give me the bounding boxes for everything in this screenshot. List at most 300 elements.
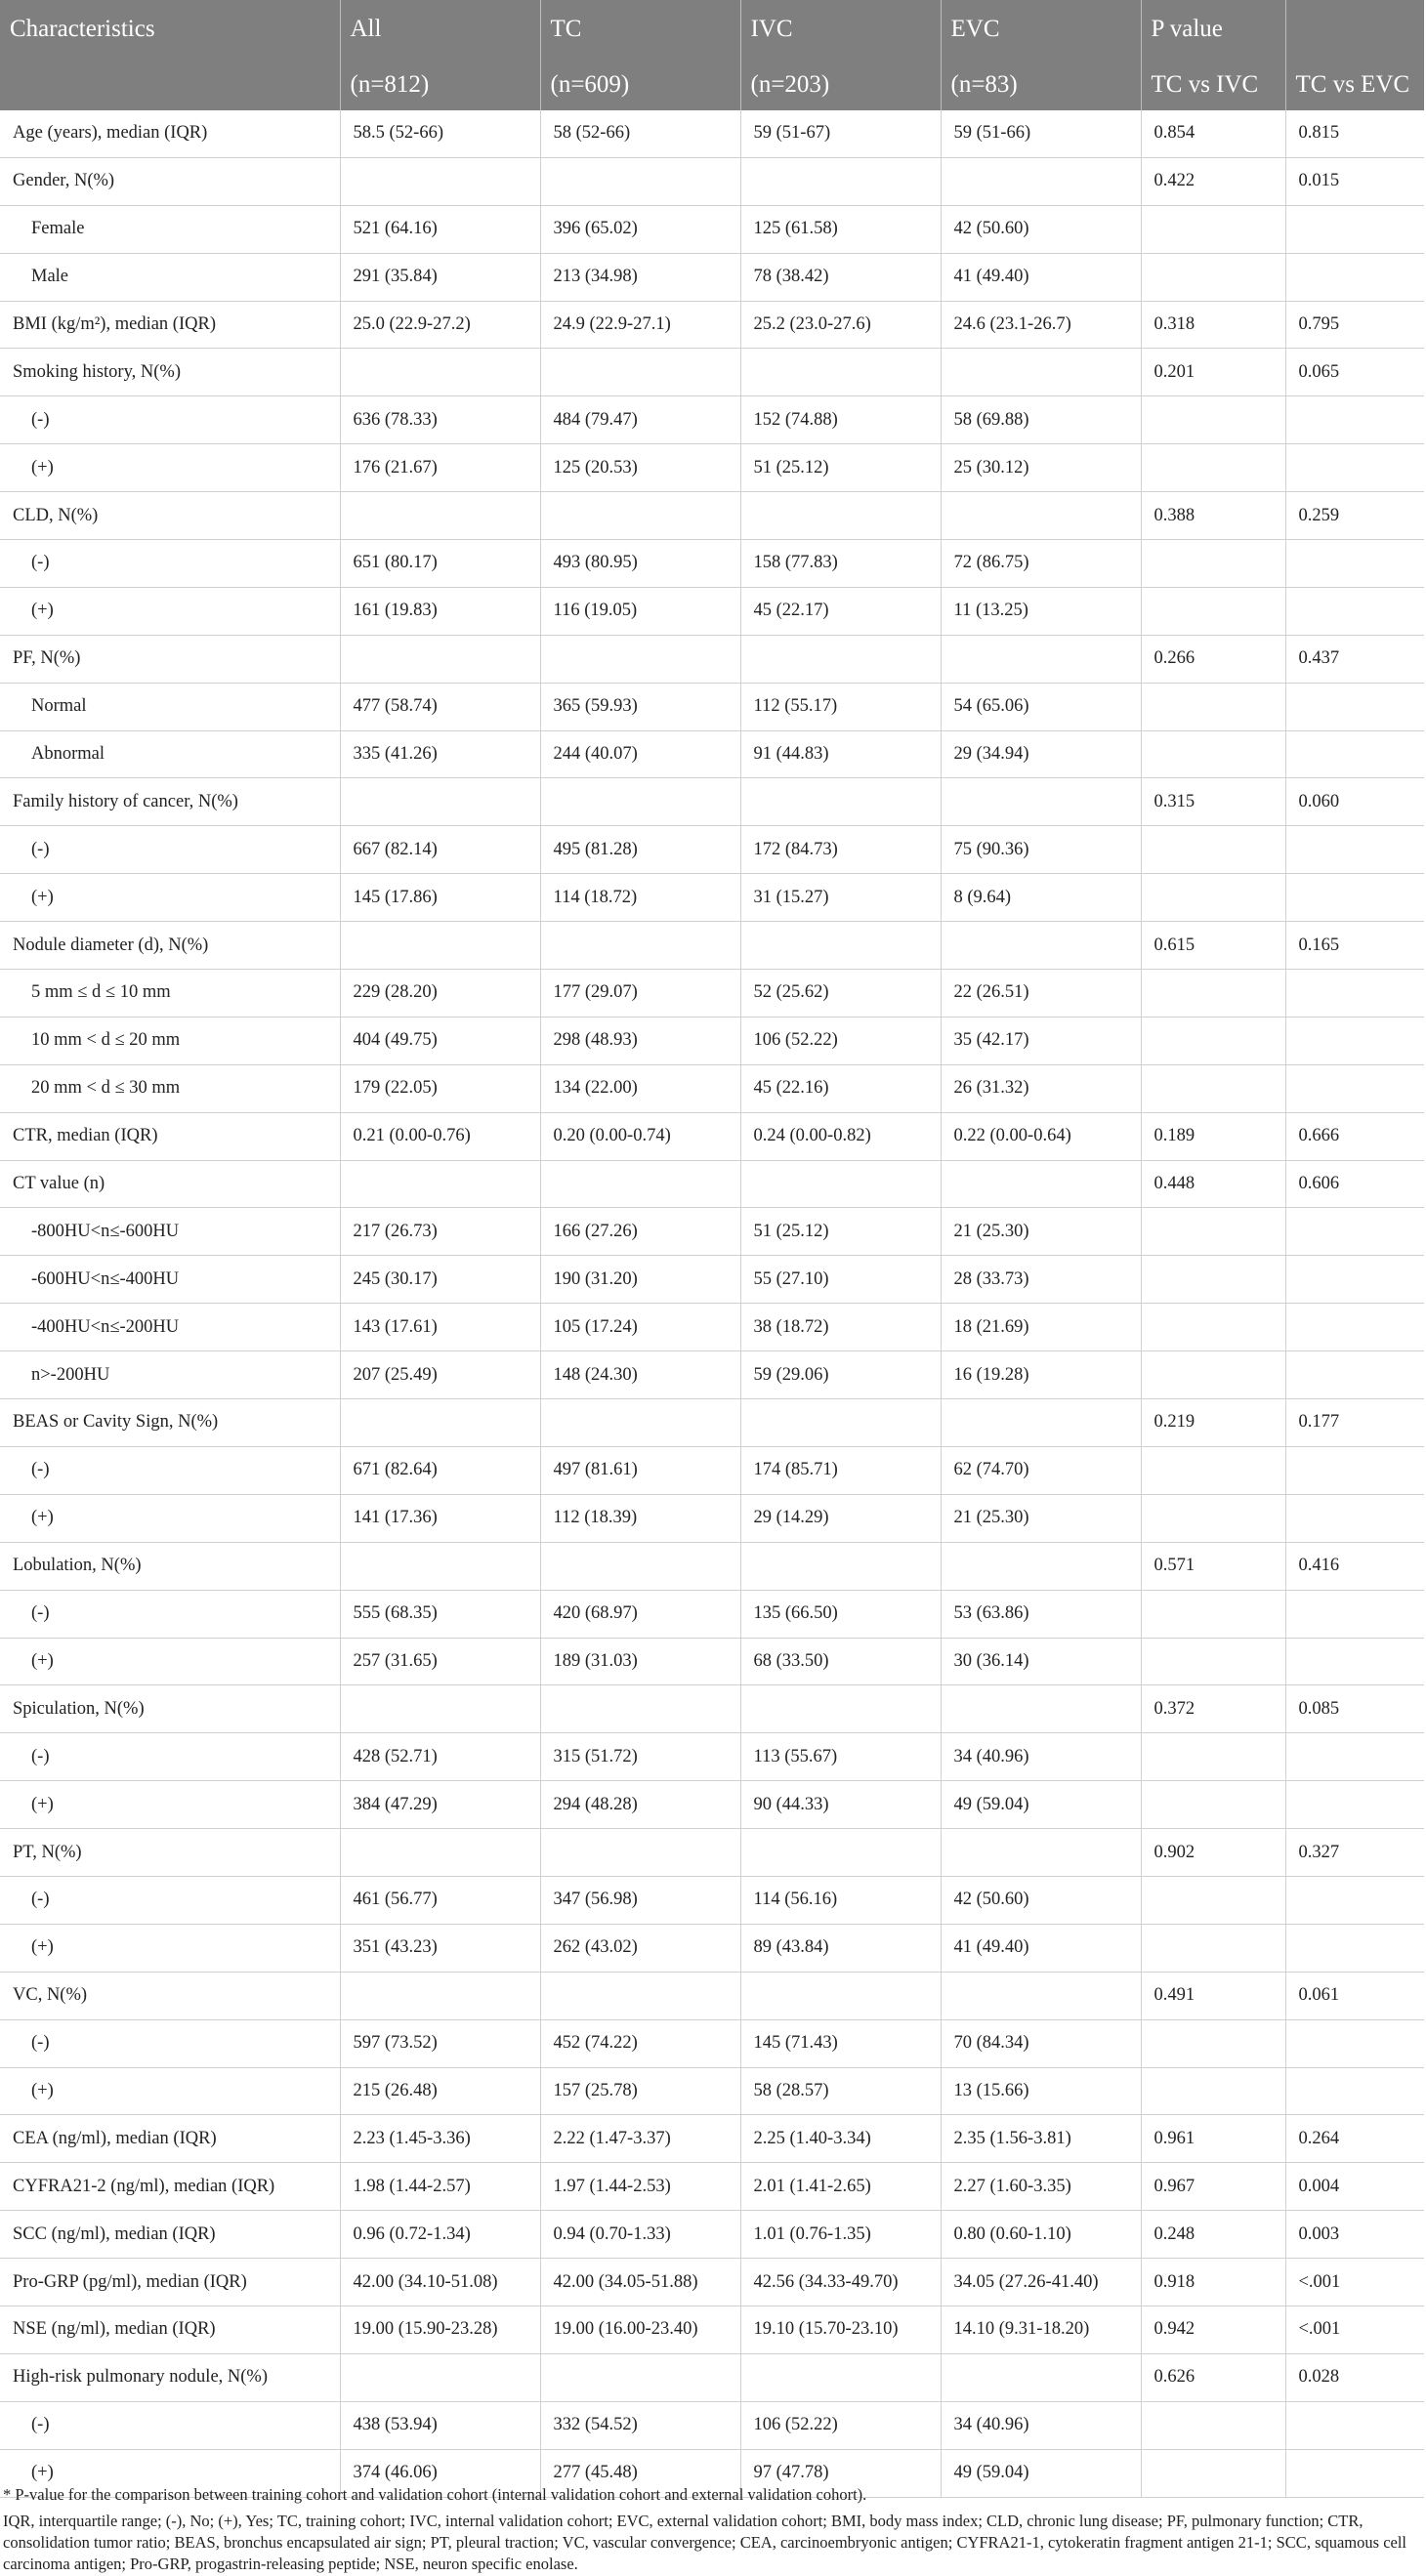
cell-p-tc-vs-ivc: 0.961 xyxy=(1141,2115,1285,2163)
cell-ivc: 97 (47.78) xyxy=(740,2449,941,2497)
cell-tc: 244 (40.07) xyxy=(540,730,740,778)
row-label: (+) xyxy=(0,1638,340,1685)
cell-evc: 30 (36.14) xyxy=(941,1638,1141,1685)
table-row xyxy=(0,1781,1424,1829)
cell-tc: 493 (80.95) xyxy=(540,540,740,588)
row-label: (+) xyxy=(0,1924,340,1972)
cell-ivc: 106 (52.22) xyxy=(740,1017,941,1064)
cell-tc xyxy=(540,349,740,396)
cell-tc xyxy=(540,1829,740,1877)
table-body xyxy=(0,110,1424,2497)
cell-ivc xyxy=(740,635,941,683)
footnote-p-value: * P-value for the comparison between training cohort and validation cohort (internal validation cohort and external validation cohort). xyxy=(3,2485,867,2504)
cell-p-tc-vs-evc xyxy=(1285,1924,1424,1972)
cell-tc: 2.22 (1.47-3.37) xyxy=(540,2115,740,2163)
cell-evc: 54 (65.06) xyxy=(941,683,1141,730)
table-row xyxy=(0,683,1424,730)
cell-all xyxy=(340,922,540,970)
cell-tc: 157 (25.78) xyxy=(540,2067,740,2115)
cell-tc: 213 (34.98) xyxy=(540,253,740,301)
cell-evc: 21 (25.30) xyxy=(941,1494,1141,1542)
row-label: VC, N(%) xyxy=(0,1972,340,2019)
cell-ivc: 29 (14.29) xyxy=(740,1494,941,1542)
row-label: Female xyxy=(0,205,340,253)
row-label: CTR, median (IQR) xyxy=(0,1112,340,1160)
cell-p-tc-vs-ivc: 0.448 xyxy=(1141,1160,1285,1208)
cell-ivc: 114 (56.16) xyxy=(740,1876,941,1924)
cell-all: 1.98 (1.44-2.57) xyxy=(340,2163,540,2211)
cell-tc: 0.20 (0.00-0.74) xyxy=(540,1112,740,1160)
cell-p-tc-vs-ivc xyxy=(1141,540,1285,588)
cell-evc xyxy=(941,922,1141,970)
cell-ivc xyxy=(740,1972,941,2019)
cell-tc xyxy=(540,1972,740,2019)
cell-all: 2.23 (1.45-3.36) xyxy=(340,2115,540,2163)
cell-evc: 8 (9.64) xyxy=(941,874,1141,922)
cell-all: 651 (80.17) xyxy=(340,540,540,588)
cell-p-tc-vs-evc xyxy=(1285,1017,1424,1064)
row-label: BEAS or Cavity Sign, N(%) xyxy=(0,1399,340,1447)
cell-p-tc-vs-ivc xyxy=(1141,1017,1285,1064)
table-row xyxy=(0,301,1424,349)
footnote-abbreviations: IQR, interquartile range; (-), No; (+), Yes; TC, training cohort; IVC, internal validation cohort; EVC, external validation cohort; BMI, body mass index; CLD, chronic lung disease; PF, pulmonary function; CTR, consolidation tumor ratio; BEAS, bronchus encapsulated air sign; PT, pleural traction; VC, vascular convergence; CEA, carcinoembryonic antigen; CYFRA21-1, cytokeratin fragment antigen 21-1; SCC, squamous cell carcinoma antigen; Pro-GRP, progastrin-releasing peptide; NSE, neuron specific enolase. xyxy=(3,2512,1407,2573)
cell-evc xyxy=(941,778,1141,826)
table-row xyxy=(0,349,1424,396)
cell-p-tc-vs-evc xyxy=(1285,2019,1424,2067)
cell-all: 428 (52.71) xyxy=(340,1733,540,1781)
subheader-blank xyxy=(0,59,340,110)
cell-p-tc-vs-evc xyxy=(1285,396,1424,444)
cell-evc: 62 (74.70) xyxy=(941,1446,1141,1494)
header-row-1 xyxy=(0,0,1424,59)
row-label: Smoking history, N(%) xyxy=(0,349,340,396)
cell-p-tc-vs-ivc xyxy=(1141,874,1285,922)
cell-all xyxy=(340,1685,540,1733)
cell-tc: 125 (20.53) xyxy=(540,444,740,492)
subheader-ivc-n: (n=203) xyxy=(740,59,941,110)
cell-p-tc-vs-evc xyxy=(1285,1876,1424,1924)
table-row xyxy=(0,1972,1424,2019)
cell-p-tc-vs-ivc xyxy=(1141,205,1285,253)
table-row xyxy=(0,444,1424,492)
cell-p-tc-vs-ivc xyxy=(1141,1876,1285,1924)
table-row xyxy=(0,778,1424,826)
cell-all xyxy=(340,157,540,205)
cell-ivc: 113 (55.67) xyxy=(740,1733,941,1781)
cell-p-tc-vs-evc: 0.003 xyxy=(1285,2211,1424,2259)
cell-ivc: 112 (55.17) xyxy=(740,683,941,730)
row-label: Normal xyxy=(0,683,340,730)
cell-all: 58.5 (52-66) xyxy=(340,110,540,157)
table-row xyxy=(0,540,1424,588)
row-label: NSE (ng/ml), median (IQR) xyxy=(0,2306,340,2353)
table-row xyxy=(0,826,1424,874)
cell-tc: 42.00 (34.05-51.88) xyxy=(540,2259,740,2306)
subheader-tc-n: (n=609) xyxy=(540,59,740,110)
cell-evc: 42 (50.60) xyxy=(941,205,1141,253)
row-label: CEA (ng/ml), median (IQR) xyxy=(0,2115,340,2163)
cell-all: 461 (56.77) xyxy=(340,1876,540,1924)
cell-evc: 2.35 (1.56-3.81) xyxy=(941,2115,1141,2163)
cell-p-tc-vs-ivc xyxy=(1141,587,1285,635)
row-label: (-) xyxy=(0,1876,340,1924)
footnotes xyxy=(0,2484,1419,2575)
cell-p-tc-vs-evc xyxy=(1285,1351,1424,1399)
table-row xyxy=(0,730,1424,778)
cell-ivc: 106 (52.22) xyxy=(740,2401,941,2449)
cell-all: 477 (58.74) xyxy=(340,683,540,730)
cell-ivc: 89 (43.84) xyxy=(740,1924,941,1972)
cell-all: 291 (35.84) xyxy=(340,253,540,301)
cell-ivc xyxy=(740,492,941,540)
cell-ivc: 45 (22.16) xyxy=(740,1064,941,1112)
cell-p-tc-vs-ivc: 0.902 xyxy=(1141,1829,1285,1877)
cell-all: 245 (30.17) xyxy=(340,1256,540,1304)
row-label: -800HU<n≤-600HU xyxy=(0,1208,340,1256)
cell-p-tc-vs-evc xyxy=(1285,1733,1424,1781)
table-row xyxy=(0,2401,1424,2449)
cell-all: 217 (26.73) xyxy=(340,1208,540,1256)
cell-ivc: 174 (85.71) xyxy=(740,1446,941,1494)
cell-evc: 34.05 (27.26-41.40) xyxy=(941,2259,1141,2306)
cell-tc xyxy=(540,922,740,970)
cell-ivc: 152 (74.88) xyxy=(740,396,941,444)
cell-p-tc-vs-ivc xyxy=(1141,1638,1285,1685)
cell-ivc: 31 (15.27) xyxy=(740,874,941,922)
cell-ivc: 145 (71.43) xyxy=(740,2019,941,2067)
cell-evc: 49 (59.04) xyxy=(941,2449,1141,2497)
cell-evc: 14.10 (9.31-18.20) xyxy=(941,2306,1141,2353)
cell-ivc: 59 (29.06) xyxy=(740,1351,941,1399)
cell-tc: 1.97 (1.44-2.53) xyxy=(540,2163,740,2211)
cell-p-tc-vs-ivc: 0.318 xyxy=(1141,301,1285,349)
cell-ivc: 58 (28.57) xyxy=(740,2067,941,2115)
row-label: (+) xyxy=(0,874,340,922)
cell-evc xyxy=(941,1399,1141,1447)
row-label: Spiculation, N(%) xyxy=(0,1685,340,1733)
cell-all: 351 (43.23) xyxy=(340,1924,540,1972)
cell-tc: 148 (24.30) xyxy=(540,1351,740,1399)
cell-ivc: 158 (77.83) xyxy=(740,540,941,588)
cell-p-tc-vs-evc xyxy=(1285,540,1424,588)
cell-p-tc-vs-ivc: 0.315 xyxy=(1141,778,1285,826)
cell-p-tc-vs-evc xyxy=(1285,253,1424,301)
cell-tc: 134 (22.00) xyxy=(540,1064,740,1112)
cell-evc: 29 (34.94) xyxy=(941,730,1141,778)
row-label: PF, N(%) xyxy=(0,635,340,683)
cell-evc: 18 (21.69) xyxy=(941,1304,1141,1351)
table-row xyxy=(0,2163,1424,2211)
row-label: Male xyxy=(0,253,340,301)
cell-p-tc-vs-evc: 0.259 xyxy=(1285,492,1424,540)
cell-ivc: 90 (44.33) xyxy=(740,1781,941,1829)
row-label: (-) xyxy=(0,2019,340,2067)
cell-all: 207 (25.49) xyxy=(340,1351,540,1399)
table-row xyxy=(0,1160,1424,1208)
cell-evc: 34 (40.96) xyxy=(941,2401,1141,2449)
subheader-tc-vs-evc: TC vs EVC xyxy=(1285,59,1424,110)
subheader-tc-vs-ivc: TC vs IVC xyxy=(1141,59,1285,110)
table-row xyxy=(0,1494,1424,1542)
row-label: Nodule diameter (d), N(%) xyxy=(0,922,340,970)
subheader-evc-n: (n=83) xyxy=(941,59,1141,110)
cell-ivc: 52 (25.62) xyxy=(740,970,941,1018)
cell-evc: 53 (63.86) xyxy=(941,1590,1141,1638)
cell-p-tc-vs-evc: 0.015 xyxy=(1285,157,1424,205)
row-label: Family history of cancer, N(%) xyxy=(0,778,340,826)
table-row xyxy=(0,1017,1424,1064)
cell-evc: 28 (33.73) xyxy=(941,1256,1141,1304)
table-row xyxy=(0,1829,1424,1877)
cell-p-tc-vs-ivc xyxy=(1141,1304,1285,1351)
cell-tc: 114 (18.72) xyxy=(540,874,740,922)
cell-ivc: 45 (22.17) xyxy=(740,587,941,635)
cell-p-tc-vs-evc: 0.085 xyxy=(1285,1685,1424,1733)
cell-p-tc-vs-evc: 0.437 xyxy=(1285,635,1424,683)
cell-evc xyxy=(941,1972,1141,2019)
cell-p-tc-vs-ivc xyxy=(1141,2067,1285,2115)
cell-ivc: 78 (38.42) xyxy=(740,253,941,301)
cell-tc: 190 (31.20) xyxy=(540,1256,740,1304)
cell-all: 667 (82.14) xyxy=(340,826,540,874)
cell-tc: 347 (56.98) xyxy=(540,1876,740,1924)
cell-evc xyxy=(941,1829,1141,1877)
row-label: Pro-GRP (pg/ml), median (IQR) xyxy=(0,2259,340,2306)
cell-all: 521 (64.16) xyxy=(340,205,540,253)
table-row xyxy=(0,1208,1424,1256)
cell-p-tc-vs-evc xyxy=(1285,874,1424,922)
cell-all: 176 (21.67) xyxy=(340,444,540,492)
cell-tc: 294 (48.28) xyxy=(540,1781,740,1829)
cell-all xyxy=(340,1160,540,1208)
cell-tc xyxy=(540,157,740,205)
cell-p-tc-vs-ivc xyxy=(1141,970,1285,1018)
cell-all xyxy=(340,1542,540,1590)
cell-ivc xyxy=(740,1160,941,1208)
cell-ivc xyxy=(740,1542,941,1590)
cell-ivc: 125 (61.58) xyxy=(740,205,941,253)
cell-p-tc-vs-ivc: 0.266 xyxy=(1141,635,1285,683)
cell-ivc xyxy=(740,922,941,970)
row-label: Abnormal xyxy=(0,730,340,778)
table-row xyxy=(0,205,1424,253)
cell-all: 597 (73.52) xyxy=(340,2019,540,2067)
cell-p-tc-vs-evc xyxy=(1285,1256,1424,1304)
cell-p-tc-vs-ivc xyxy=(1141,1590,1285,1638)
cell-tc: 396 (65.02) xyxy=(540,205,740,253)
table-header xyxy=(0,0,1424,110)
cell-evc xyxy=(941,492,1141,540)
row-label: (+) xyxy=(0,2449,340,2497)
cell-p-tc-vs-ivc: 0.942 xyxy=(1141,2306,1285,2353)
table-row xyxy=(0,1446,1424,1494)
cell-tc xyxy=(540,778,740,826)
cell-all: 438 (53.94) xyxy=(340,2401,540,2449)
cell-p-tc-vs-ivc xyxy=(1141,1494,1285,1542)
table-row xyxy=(0,492,1424,540)
cell-p-tc-vs-ivc: 0.388 xyxy=(1141,492,1285,540)
cell-tc: 315 (51.72) xyxy=(540,1733,740,1781)
row-label: (-) xyxy=(0,2401,340,2449)
cell-ivc: 91 (44.83) xyxy=(740,730,941,778)
cell-all: 141 (17.36) xyxy=(340,1494,540,1542)
cell-tc xyxy=(540,492,740,540)
cell-tc: 112 (18.39) xyxy=(540,1494,740,1542)
cell-ivc: 0.24 (0.00-0.82) xyxy=(740,1112,941,1160)
cell-evc: 26 (31.32) xyxy=(941,1064,1141,1112)
cell-ivc: 59 (51-67) xyxy=(740,110,941,157)
cell-evc xyxy=(941,1160,1141,1208)
cell-all: 161 (19.83) xyxy=(340,587,540,635)
cell-tc: 116 (19.05) xyxy=(540,587,740,635)
row-label: -400HU<n≤-200HU xyxy=(0,1304,340,1351)
cell-ivc xyxy=(740,1829,941,1877)
cell-evc: 2.27 (1.60-3.35) xyxy=(941,2163,1141,2211)
cell-evc: 41 (49.40) xyxy=(941,253,1141,301)
table-row xyxy=(0,1733,1424,1781)
table-row xyxy=(0,1351,1424,1399)
cell-all xyxy=(340,349,540,396)
cell-p-tc-vs-ivc xyxy=(1141,1781,1285,1829)
cell-p-tc-vs-ivc xyxy=(1141,1064,1285,1112)
cell-evc: 42 (50.60) xyxy=(941,1876,1141,1924)
cell-all xyxy=(340,778,540,826)
cell-tc: 277 (45.48) xyxy=(540,2449,740,2497)
cell-tc xyxy=(540,1160,740,1208)
row-label: CLD, N(%) xyxy=(0,492,340,540)
cell-ivc xyxy=(740,157,941,205)
row-label: (+) xyxy=(0,1781,340,1829)
cell-all: 179 (22.05) xyxy=(340,1064,540,1112)
cell-tc xyxy=(540,635,740,683)
cell-all: 145 (17.86) xyxy=(340,874,540,922)
row-label: n>-200HU xyxy=(0,1351,340,1399)
cell-p-tc-vs-ivc: 0.201 xyxy=(1141,349,1285,396)
cell-ivc: 51 (25.12) xyxy=(740,444,941,492)
cell-p-tc-vs-evc: 0.327 xyxy=(1285,1829,1424,1877)
cell-ivc xyxy=(740,778,941,826)
cell-evc: 25 (30.12) xyxy=(941,444,1141,492)
cell-p-tc-vs-evc: 0.815 xyxy=(1285,110,1424,157)
cell-evc: 49 (59.04) xyxy=(941,1781,1141,1829)
row-label: Age (years), median (IQR) xyxy=(0,110,340,157)
cell-all: 0.21 (0.00-0.76) xyxy=(340,1112,540,1160)
row-label: (-) xyxy=(0,540,340,588)
cell-ivc: 2.25 (1.40-3.34) xyxy=(740,2115,941,2163)
cell-p-tc-vs-evc: 0.004 xyxy=(1285,2163,1424,2211)
cell-all: 143 (17.61) xyxy=(340,1304,540,1351)
cell-p-tc-vs-evc: 0.795 xyxy=(1285,301,1424,349)
table-row xyxy=(0,2067,1424,2115)
cell-evc: 0.80 (0.60-1.10) xyxy=(941,2211,1141,2259)
cell-all xyxy=(340,492,540,540)
cell-p-tc-vs-ivc: 0.248 xyxy=(1141,2211,1285,2259)
cell-ivc xyxy=(740,349,941,396)
cell-all: 215 (26.48) xyxy=(340,2067,540,2115)
cell-p-tc-vs-evc xyxy=(1285,1494,1424,1542)
cell-p-tc-vs-evc: 0.028 xyxy=(1285,2353,1424,2401)
cell-p-tc-vs-evc: 0.606 xyxy=(1285,1160,1424,1208)
cell-p-tc-vs-ivc xyxy=(1141,826,1285,874)
cell-p-tc-vs-evc xyxy=(1285,730,1424,778)
cell-p-tc-vs-ivc xyxy=(1141,1208,1285,1256)
cell-p-tc-vs-ivc: 0.626 xyxy=(1141,2353,1285,2401)
cell-p-tc-vs-ivc xyxy=(1141,1446,1285,1494)
cell-tc: 495 (81.28) xyxy=(540,826,740,874)
row-label: (-) xyxy=(0,1733,340,1781)
cell-tc: 177 (29.07) xyxy=(540,970,740,1018)
cell-evc xyxy=(941,157,1141,205)
cell-p-tc-vs-evc xyxy=(1285,683,1424,730)
cell-p-tc-vs-evc: <.001 xyxy=(1285,2259,1424,2306)
cell-tc: 484 (79.47) xyxy=(540,396,740,444)
cell-p-tc-vs-ivc: 0.491 xyxy=(1141,1972,1285,2019)
cell-ivc: 42.56 (34.33-49.70) xyxy=(740,2259,941,2306)
cell-evc xyxy=(941,2353,1141,2401)
cell-p-tc-vs-ivc xyxy=(1141,396,1285,444)
cell-all xyxy=(340,635,540,683)
cell-all xyxy=(340,1399,540,1447)
table-row xyxy=(0,2211,1424,2259)
table-row xyxy=(0,253,1424,301)
table-row xyxy=(0,1304,1424,1351)
row-label: BMI (kg/m²), median (IQR) xyxy=(0,301,340,349)
cell-p-tc-vs-ivc: 0.422 xyxy=(1141,157,1285,205)
row-label: (-) xyxy=(0,396,340,444)
table-row xyxy=(0,1876,1424,1924)
cell-tc: 420 (68.97) xyxy=(540,1590,740,1638)
row-label: Gender, N(%) xyxy=(0,157,340,205)
cell-all xyxy=(340,1829,540,1877)
cell-p-tc-vs-ivc xyxy=(1141,730,1285,778)
cell-evc: 16 (19.28) xyxy=(941,1351,1141,1399)
table-row xyxy=(0,2019,1424,2067)
cell-evc: 34 (40.96) xyxy=(941,1733,1141,1781)
cell-all: 257 (31.65) xyxy=(340,1638,540,1685)
table-row xyxy=(0,2306,1424,2353)
table-row xyxy=(0,1685,1424,1733)
cell-all: 19.00 (15.90-23.28) xyxy=(340,2306,540,2353)
cell-all: 636 (78.33) xyxy=(340,396,540,444)
cell-ivc: 51 (25.12) xyxy=(740,1208,941,1256)
cell-evc: 59 (51-66) xyxy=(941,110,1141,157)
header-evc: EVC xyxy=(941,0,1141,59)
cell-evc: 35 (42.17) xyxy=(941,1017,1141,1064)
cell-tc: 58 (52-66) xyxy=(540,110,740,157)
header-tc: TC xyxy=(540,0,740,59)
row-label: 20 mm < d ≤ 30 mm xyxy=(0,1064,340,1112)
cell-all xyxy=(340,1972,540,2019)
cell-p-tc-vs-evc: 0.060 xyxy=(1285,778,1424,826)
cell-tc: 0.94 (0.70-1.33) xyxy=(540,2211,740,2259)
cell-tc: 166 (27.26) xyxy=(540,1208,740,1256)
cell-p-tc-vs-evc xyxy=(1285,1781,1424,1829)
row-label: (+) xyxy=(0,1494,340,1542)
cell-p-tc-vs-evc xyxy=(1285,1446,1424,1494)
cell-p-tc-vs-ivc xyxy=(1141,2401,1285,2449)
cell-tc xyxy=(540,2353,740,2401)
cell-tc: 452 (74.22) xyxy=(540,2019,740,2067)
cell-all xyxy=(340,2353,540,2401)
row-label: (+) xyxy=(0,2067,340,2115)
cell-tc xyxy=(540,1399,740,1447)
row-label: PT, N(%) xyxy=(0,1829,340,1877)
cell-all: 404 (49.75) xyxy=(340,1017,540,1064)
row-label: Lobulation, N(%) xyxy=(0,1542,340,1590)
cell-p-tc-vs-evc: 0.416 xyxy=(1285,1542,1424,1590)
cell-p-tc-vs-ivc xyxy=(1141,1351,1285,1399)
cell-tc: 497 (81.61) xyxy=(540,1446,740,1494)
